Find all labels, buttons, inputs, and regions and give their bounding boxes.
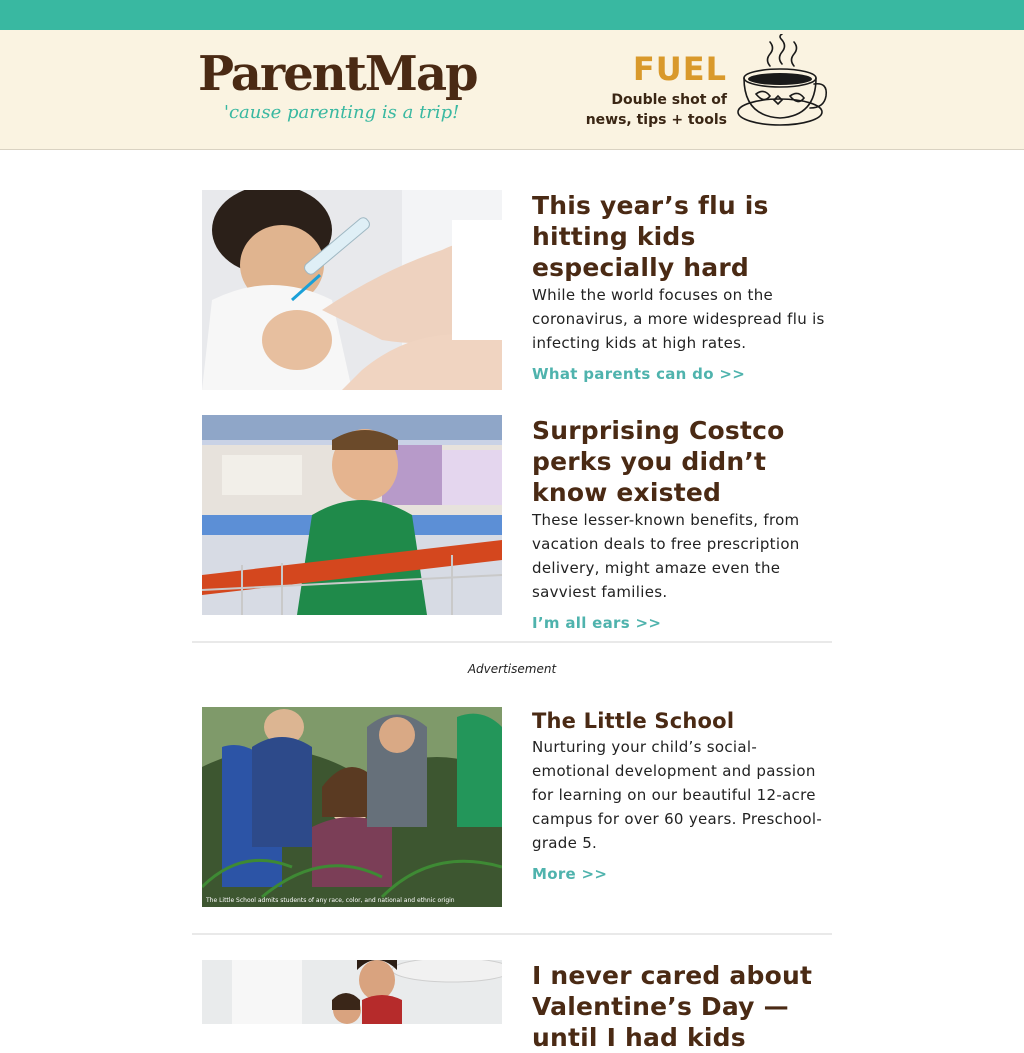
newsletter-header bbox=[0, 30, 1024, 150]
advertisement-image-caption: The Little School admits students of any race, color, and national and ethnic origin bbox=[206, 897, 455, 904]
article-title[interactable]: This year’s flu is hitting kids especially hard bbox=[532, 191, 769, 282]
advertisement-link[interactable]: More >> bbox=[532, 865, 608, 883]
article-description: These lesser-known benefits, from vacation deals to free prescription delivery, might amaze even the savviest families. bbox=[532, 511, 800, 601]
section-divider bbox=[192, 933, 832, 935]
article-text bbox=[532, 415, 834, 632]
advertisement-label: Advertisement bbox=[467, 662, 557, 676]
section-divider bbox=[192, 641, 832, 643]
article-text bbox=[532, 190, 834, 383]
advertisement-description: Nurturing your child’s social-emotional development and passion for learning on our beautiful 12-acre campus for over 60 years. Preschool-grade 5. bbox=[532, 738, 823, 852]
top-accent-bar bbox=[0, 0, 1024, 30]
article-description: While the world focuses on the coronavirus, a more widespread flu is infecting kids at high rates. bbox=[532, 286, 825, 352]
fuel-subtitle-line1: Double shot of bbox=[611, 92, 727, 108]
fuel-subtitle bbox=[586, 90, 727, 130]
coffee-cup-icon bbox=[734, 34, 830, 144]
article-title[interactable]: Surprising Costco perks you didn’t know existed bbox=[532, 416, 785, 507]
parentmap-logo[interactable]: ParentMap bbox=[198, 46, 477, 102]
article-link[interactable]: I’m all ears >> bbox=[532, 614, 662, 632]
advertisement-title[interactable]: The Little School bbox=[532, 709, 735, 733]
article-image[interactable] bbox=[202, 415, 502, 615]
advertisement-text bbox=[532, 707, 834, 883]
article-link[interactable]: What parents can do >> bbox=[532, 365, 746, 383]
fuel-subtitle-line2: news, tips + tools bbox=[585, 112, 727, 128]
advertisement-image[interactable] bbox=[202, 707, 502, 907]
article-image[interactable] bbox=[202, 960, 502, 1024]
logo-tagline: 'cause parenting is a trip! bbox=[224, 102, 460, 123]
article-image[interactable] bbox=[202, 190, 502, 390]
article-text bbox=[532, 960, 834, 1053]
article-title[interactable]: I never cared about Valentine’s Day — until I had kids bbox=[532, 961, 813, 1052]
fuel-title: FUEL bbox=[632, 50, 727, 88]
